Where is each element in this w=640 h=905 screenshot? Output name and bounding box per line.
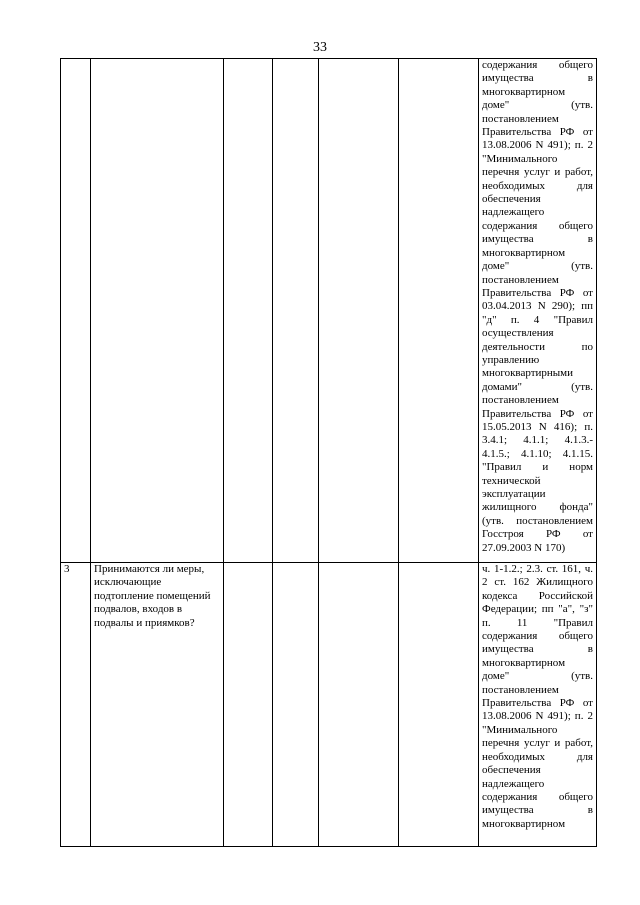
notes-cell bbox=[399, 563, 479, 847]
page-number: 33 bbox=[313, 40, 327, 55]
legal-basis-text: ч. 1-1.2.; 2.3. ст. 161, ч. 2 ст. 162 Жилищного кодекса Российской Федерации; пп "а", "з" п. 11 "Правил содержания общего имущества в многоквартирном доме" (утв. постановлением Правительства РФ от 13.08.2006 N 491); п. 2 "Минимального перечня услуг и работ, необходимых для обеспечения надлежащего содержания общего имущества в многоквартирном bbox=[482, 563, 593, 830]
not-applicable-cell bbox=[319, 563, 399, 847]
answer-no-cell bbox=[273, 563, 319, 847]
legal-basis-cell bbox=[479, 59, 597, 563]
notes-cell bbox=[399, 59, 479, 563]
answer-no-cell bbox=[273, 59, 319, 563]
checklist-table bbox=[60, 58, 597, 847]
row-number-cell bbox=[61, 59, 91, 563]
answer-yes-cell bbox=[224, 563, 273, 847]
legal-basis-text: содержания общего имущества в многоквартирном доме" (утв. постановлением Правительства РФ от 13.08.2006 N 491); п. 2 "Минимального перечня услуг и работ, необходимых для обеспечения надлежащего содержания общего имущества в многоквартирном доме" (утв. постановлением Правительства РФ от 03.04.2013 N 290); пп "д" п. 4 "Правил осуществления деятельности по управлению многоквартирными домами" (утв. постановлением Правительства РФ от 15.05.2013 N 416); п. 3.4.1; 4.1.1; 4.1.3.- 4.1.5.; 4.1.10; 4.1.15. "Правил и норм технической эксплуатации жилищного фонда" (утв. постановлением Госстроя РФ от 27.09.2003 N 170) bbox=[482, 59, 593, 554]
table-row bbox=[61, 59, 597, 563]
question-cell: Принимаются ли меры, исключающие подтопление помещений подвалов, входов в подвалы и приямков? bbox=[91, 563, 224, 847]
answer-yes-cell bbox=[224, 59, 273, 563]
legal-basis-cell bbox=[479, 563, 597, 847]
row-number-cell: 3 bbox=[61, 563, 91, 847]
not-applicable-cell bbox=[319, 59, 399, 563]
table-row bbox=[61, 563, 597, 847]
question-cell bbox=[91, 59, 224, 563]
